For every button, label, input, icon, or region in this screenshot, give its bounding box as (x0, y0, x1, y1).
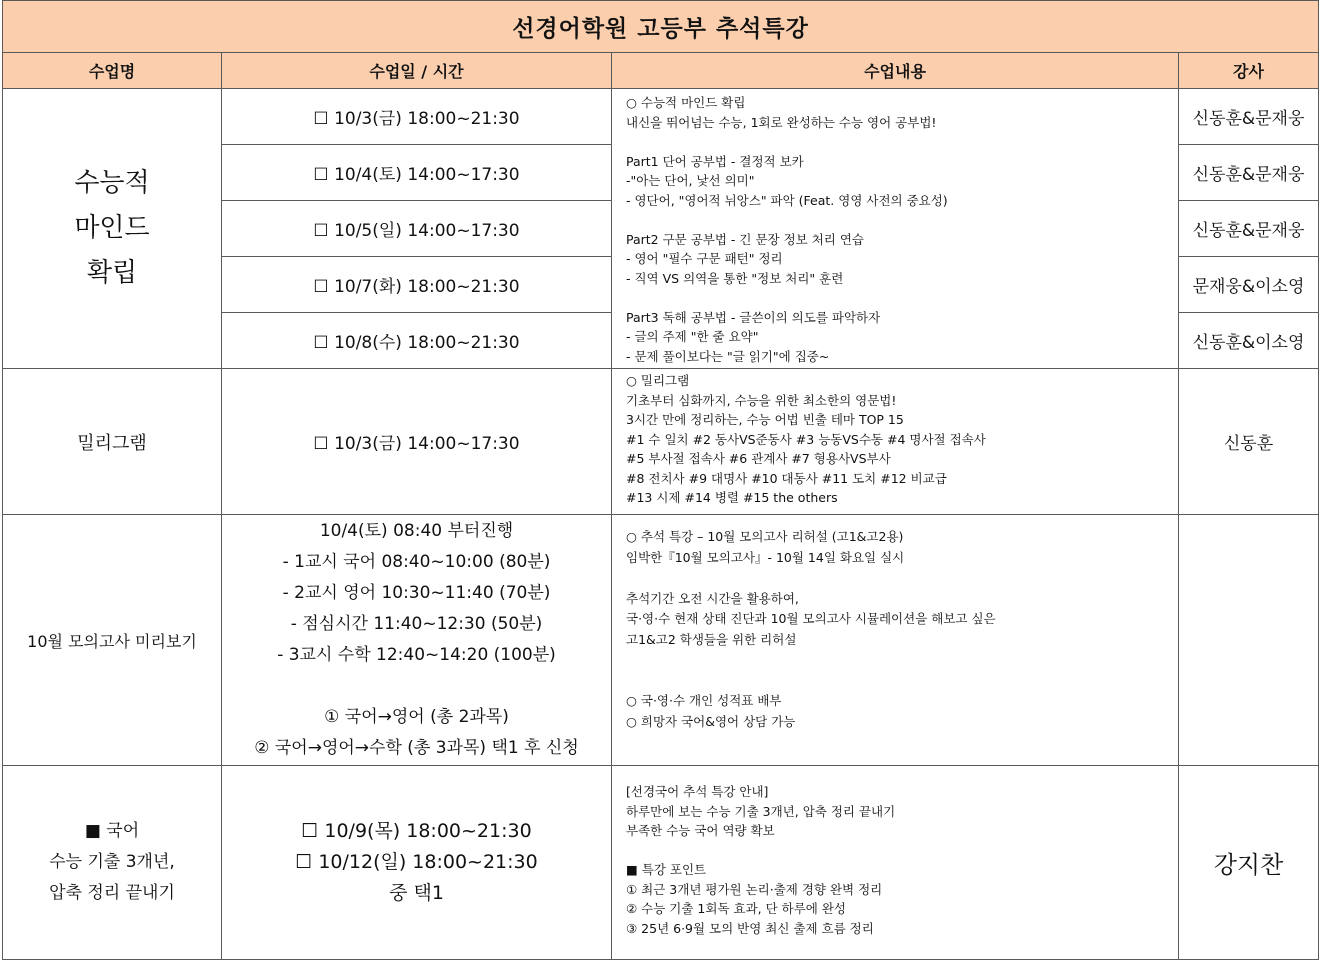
teacher-cell: 신동훈&문재웅 (1179, 89, 1319, 145)
course-name-line: 확립 (86, 258, 138, 288)
content-line: 고1&고2 학생들을 위한 리허설 (626, 631, 797, 647)
content-line: ■ 특강 포인트 (626, 862, 707, 877)
schedule-line: - 2교시 영어 10:30~11:40 (70분) (282, 583, 551, 603)
course-name-korean (3, 766, 222, 960)
header-content: 수업내용 (612, 53, 1179, 89)
content-line: Part1 단어 공부법 - 결정적 보카 (626, 153, 804, 169)
teacher-cell: 신동훈 (1179, 369, 1319, 515)
content-line: #5 부사절 접속사 #6 관계사 #7 형용사VS부사 (626, 451, 891, 466)
session-date: ☐ 10/8(수) 18:00~21:30 (222, 313, 612, 369)
course-name-line: 마인드 (74, 213, 150, 243)
course-name-line: 수능 기출 3개년, (49, 852, 175, 872)
content-line: 부족한 수능 국어 역량 확보 (626, 823, 775, 838)
course-content-milligram (612, 369, 1179, 515)
content-line: 임박한『10월 모의고사』- 10월 14일 화요일 실시 (626, 549, 905, 565)
content-line: 추석기간 오전 시간을 활용하여, (626, 590, 799, 606)
content-line: - 글의 주제 "한 줄 요약" (626, 329, 759, 344)
page-title: 선경어학원 고등부 추석특강 (3, 1, 1319, 53)
session-date: ☐ 10/4(토) 14:00~17:30 (222, 145, 612, 201)
schedule-line: ② 국어→영어→수학 (총 3과목) 택1 후 신청 (254, 738, 579, 758)
course-name-line: 수능적 (74, 168, 150, 198)
schedule-line: ☐ 10/9(목) 18:00~21:30 (301, 820, 532, 842)
course-name-line: 압축 정리 끝내기 (49, 883, 175, 903)
content-line: ○ 밀리그램 (626, 373, 690, 388)
schedule-line: 10/4(토) 08:40 부터진행 (319, 521, 514, 541)
content-blank (626, 841, 1178, 861)
content-blank (626, 132, 1178, 152)
header-teacher: 강사 (1179, 53, 1319, 89)
course-content-korean (612, 766, 1179, 960)
header-date: 수업일 / 시간 (222, 53, 612, 89)
schedule-line: ☐ 10/12(일) 18:00~21:30 (295, 851, 538, 873)
course-content-mock-exam (612, 515, 1179, 766)
teacher-cell: 신동훈&문재웅 (1179, 145, 1319, 201)
content-line: - 문제 풀이보다는 "글 읽기"에 집중~ (626, 348, 830, 364)
content-line: ○ 추석 특강 – 10월 모의고사 리허설 (고1&고2용) (626, 529, 904, 544)
header-course: 수업명 (3, 53, 222, 89)
course-name-mindset (3, 89, 222, 369)
schedule-line: - 1교시 국어 08:40~10:00 (80분) (282, 552, 551, 572)
content-line: ○ 수능적 마인드 확립 (626, 95, 746, 110)
content-line: -"아는 단어, 낯선 의미" (626, 173, 755, 188)
content-blank (626, 288, 1178, 308)
korean-schedule (222, 766, 612, 960)
content-line: 국·영·수 현재 상태 진단과 10월 모의고사 시뮬레이션을 해보고 싶은 (626, 611, 996, 626)
schedule-line: ① 국어→영어 (총 2과목) (324, 707, 509, 727)
teacher-cell: 문재웅&이소영 (1179, 257, 1319, 313)
content-line: ① 최근 3개년 평가원 논리·출제 경향 완벽 정리 (626, 881, 883, 897)
content-line: #13 시제 #14 병렬 #15 the others (626, 490, 838, 505)
content-line: [선경국어 추석 특강 안내] (626, 784, 769, 799)
content-line: ② 수능 기출 1회독 효과, 단 하루에 완성 (626, 901, 846, 916)
content-blank (626, 650, 1178, 691)
session-date: ☐ 10/3(금) 14:00~17:30 (222, 369, 612, 515)
teacher-cell (1179, 515, 1319, 766)
session-date: ☐ 10/7(화) 18:00~21:30 (222, 257, 612, 313)
content-line: 기초부터 심화까지, 수능을 위한 최소한의 영문법! (626, 392, 897, 408)
schedule-line: - 3교시 수학 12:40~14:20 (100분) (277, 645, 556, 665)
content-blank (626, 568, 1178, 589)
course-content-mindset (612, 89, 1179, 369)
schedule-line: 중 택1 (389, 882, 444, 904)
content-line: - 직역 VS 의역을 통한 "정보 처리" 훈련 (626, 270, 844, 286)
content-line: ○ 희망자 국어&영어 상담 가능 (626, 713, 796, 729)
mock-exam-schedule (222, 515, 612, 766)
content-line: Part2 구문 공부법 - 긴 문장 정보 처리 연습 (626, 231, 864, 247)
content-line: 내신을 뛰어넘는 수능, 1회로 완성하는 수능 영어 공부법! (626, 114, 937, 130)
course-name-mock-exam: 10월 모의고사 미리보기 (3, 515, 222, 766)
content-line: - 영단어, "영어적 뉘앙스" 파악 (Feat. 영영 사전의 중요성) (626, 192, 948, 208)
session-date: ☐ 10/5(일) 14:00~17:30 (222, 201, 612, 257)
teacher-cell: 신동훈&이소영 (1179, 313, 1319, 369)
content-line: #8 전치사 #9 대명사 #10 대동사 #11 도치 #12 비교급 (626, 470, 947, 486)
content-line: ○ 국·영·수 개인 성적표 배부 (626, 693, 782, 708)
content-line: ③ 25년 6·9월 모의 반영 최신 출제 흐름 정리 (626, 920, 874, 936)
content-line: Part3 독해 공부법 - 글쓴이의 의도를 파악하자 (626, 309, 881, 325)
content-line: - 영어 "필수 구문 패턴" 정리 (626, 251, 783, 266)
schedule-table (2, 0, 1319, 960)
content-line: 3시간 만에 정리하는, 수능 어법 빈출 테마 TOP 15 (626, 412, 904, 427)
teacher-cell: 강지찬 (1179, 766, 1319, 960)
teacher-cell: 신동훈&문재웅 (1179, 201, 1319, 257)
course-name-line: ■ 국어 (84, 821, 140, 841)
session-date: ☐ 10/3(금) 18:00~21:30 (222, 89, 612, 145)
content-blank (626, 210, 1178, 230)
schedule-line: - 점심시간 11:40~12:30 (50분) (290, 614, 543, 634)
course-name-milligram: 밀리그램 (3, 369, 222, 515)
content-line: 하루만에 보는 수능 기출 3개년, 압축 정리 끝내기 (626, 803, 896, 819)
schedule-blank (222, 671, 611, 702)
content-line: #1 수 일치 #2 동사VS준동사 #3 능동VS수동 #4 명사절 접속사 (626, 431, 986, 447)
